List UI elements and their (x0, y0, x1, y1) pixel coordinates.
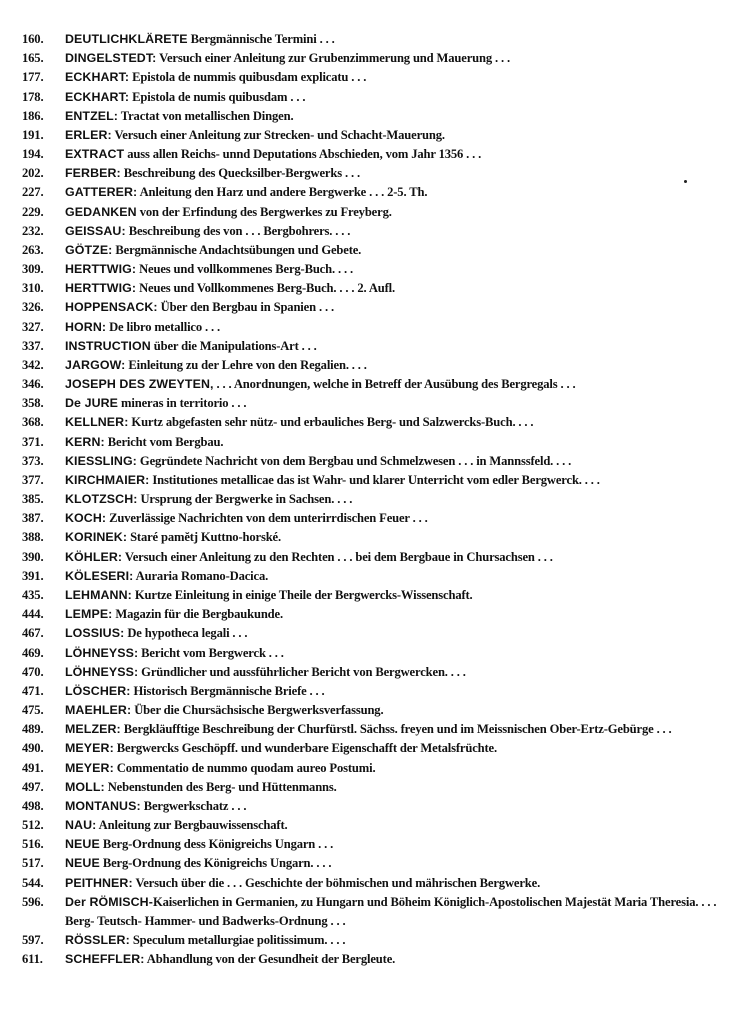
list-item (22, 778, 732, 797)
entry-number: 516. (22, 837, 44, 852)
entry-number: 596. (22, 894, 44, 909)
entry-text (65, 375, 732, 394)
entry-title: Berg-Ordnung des Königreichs Ungarn. . . . (99, 856, 332, 871)
entry-author: ECKHART: (65, 89, 130, 104)
entry-author: KLOTZSCH: (65, 492, 138, 507)
entry-number: 177. (22, 70, 44, 85)
entry-author: GEISSAU: (65, 223, 126, 238)
list-item (22, 318, 732, 337)
entry-text (65, 145, 732, 164)
entry-number: 232. (22, 223, 44, 238)
entry-number: 385. (22, 492, 44, 507)
list-item (22, 241, 732, 260)
entry-text (65, 509, 732, 528)
entry-text (65, 778, 732, 797)
entry-author: De JURE (65, 396, 119, 411)
list-item (22, 797, 732, 816)
entry-title: Versuch über die . . . Geschichte der böhmischen und mährischen Bergwerke. (132, 875, 541, 890)
list-item (22, 375, 732, 394)
list-item (22, 164, 732, 183)
entry-title: Beschreibung des Quecksilber-Bergwerks . . . (120, 166, 360, 181)
entry-author: KIESSLING: (65, 453, 137, 468)
entry-number: 498. (22, 798, 44, 813)
entry-number: 512. (22, 818, 44, 833)
list-item (22, 337, 732, 356)
entry-number: 475. (22, 703, 44, 718)
entry-author: RÖSSLER: (65, 933, 130, 948)
entry-author: KOCH: (65, 511, 107, 526)
list-item (22, 298, 732, 317)
entry-title: . . . Anordnungen, welche in Betreff der Ausübung des Bergregals . . . (213, 377, 576, 392)
entry-number: 377. (22, 472, 44, 487)
speck-mark (684, 180, 687, 183)
entry-text (65, 605, 732, 624)
entry-number: 310. (22, 281, 44, 296)
entry-number: 229. (22, 204, 44, 219)
entry-title: Bergmännische Andachtsübungen und Gebete. (112, 242, 362, 257)
entry-author: HORN: (65, 319, 107, 334)
entry-author: MONTANUS: (65, 798, 141, 813)
entry-number: 490. (22, 741, 44, 756)
entry-text (65, 893, 732, 931)
entry-number: 544. (22, 875, 44, 890)
entry-text (65, 298, 732, 317)
entry-text (65, 759, 732, 778)
entry-title: Versuch einer Anleitung zur Grubenzimmerung und Mauerung . . . (156, 51, 510, 66)
entry-title: Beschreibung des von . . . Bergbohrers. . . . (125, 223, 351, 238)
entry-number: 371. (22, 434, 44, 449)
entry-text (65, 682, 732, 701)
entry-author: FERBER: (65, 166, 121, 181)
entry-text (65, 413, 732, 432)
entry-number: 469. (22, 645, 44, 660)
list-item (22, 222, 732, 241)
entry-author: MEYER: (65, 741, 114, 756)
list-item (22, 548, 732, 567)
list-item (22, 433, 732, 452)
entry-text (65, 548, 732, 567)
entry-title: Neues und Vollkommenes Berg-Buch. . . . 2. Aufl. (136, 281, 396, 296)
list-item (22, 816, 732, 835)
entry-number: 346. (22, 377, 44, 392)
entry-author: MOLL: (65, 779, 105, 794)
entry-number: 471. (22, 683, 44, 698)
entry-number: 191. (22, 127, 44, 142)
list-item (22, 279, 732, 298)
entry-text (65, 835, 732, 854)
entry-author: ERLER: (65, 127, 112, 142)
entry-author: KELLNER: (65, 415, 129, 430)
entry-title: Tractat von metallischen Dingen. (118, 108, 294, 123)
entry-author: LEHMANN: (65, 587, 132, 602)
entry-number: 178. (22, 89, 44, 104)
entry-title: Historisch Bergmännische Briefe . . . (130, 683, 325, 698)
entry-text (65, 950, 732, 969)
list-item (22, 471, 732, 490)
entry-text (65, 433, 732, 452)
entry-title: Ursprung der Bergwerke in Sachsen. . . . (137, 492, 353, 507)
entry-author: ECKHART: (65, 70, 130, 85)
entry-text (65, 107, 732, 126)
entry-title: Bergkläufftige Beschreibung der Churfürstl. Sächss. freyen und im Meissnischen Ober-Ertz-Gebürge . . . (120, 722, 672, 737)
entry-author: LÖSCHER: (65, 683, 131, 698)
entry-number: 309. (22, 262, 44, 277)
entry-text (65, 30, 732, 49)
list-item (22, 203, 732, 222)
entry-title: Neues und vollkommenes Berg-Buch. . . . (136, 262, 353, 277)
entry-author: NEUE (65, 837, 100, 852)
entry-title: Über den Bergbau in Spanien . . . (157, 300, 334, 315)
entry-title: Zuverlässige Nachrichten von dem unterirrdischen Feuer . . . (106, 511, 428, 526)
entry-author: GÖTZE: (65, 242, 113, 257)
entry-title: Bergwercks Geschöpff. und wunderbare Eigenschafft der Metalsfrüchte. (113, 741, 497, 756)
entry-number: 194. (22, 147, 44, 162)
entry-number: 467. (22, 626, 44, 641)
list-item (22, 88, 732, 107)
entry-title: Epistola de numis quibusdam . . . (129, 89, 306, 104)
entry-text (65, 394, 732, 413)
entry-title: Bergwerkschatz . . . (140, 798, 247, 813)
list-item (22, 854, 732, 873)
list-item (22, 490, 732, 509)
entry-number: 470. (22, 664, 44, 679)
list-item (22, 528, 732, 547)
entry-title: Commentatio de nummo quodam aureo Postumi. (113, 760, 376, 775)
entry-title: Auraria Romano-Dacica. (133, 568, 269, 583)
list-item (22, 644, 732, 663)
entry-author: KÖLESERI: (65, 568, 134, 583)
entry-number: 390. (22, 549, 44, 564)
entry-number: 597. (22, 933, 44, 948)
list-item (22, 413, 732, 432)
entry-author: GATTERER: (65, 185, 138, 200)
entry-text (65, 337, 732, 356)
list-item (22, 739, 732, 758)
entry-title: Anleitung zur Bergbauwissenschaft. (96, 818, 288, 833)
entry-author: KIRCHMAIER: (65, 472, 150, 487)
entry-author: ENTZEL: (65, 108, 119, 123)
entry-text (65, 318, 732, 337)
list-item (22, 701, 732, 720)
entry-title: Gründlicher und aussführlicher Bericht von Bergwercken. . . . (138, 664, 466, 679)
entry-author: JOSEPH DES ZWEYTEN, (65, 377, 214, 392)
entry-number: 202. (22, 166, 44, 181)
entry-text (65, 816, 732, 835)
entry-number: 388. (22, 530, 44, 545)
entry-author: GEDANKEN (65, 204, 137, 219)
entry-title: De libro metallico . . . (106, 319, 220, 334)
entry-title: Kurtze Einleitung in einige Theile der Bergwercks-Wissenschaft. (131, 587, 473, 602)
list-item (22, 452, 732, 471)
entry-author: LÖHNEYSS: (65, 664, 139, 679)
entry-number: 326. (22, 300, 44, 315)
entry-number: 517. (22, 856, 44, 871)
entry-title: Bergmännische Termini . . . (187, 32, 335, 46)
entry-number: 387. (22, 511, 44, 526)
entry-title: De hypotheca legali . . . (124, 626, 248, 641)
entry-number: 444. (22, 607, 44, 622)
list-item (22, 874, 732, 893)
list-item (22, 49, 732, 68)
entry-text (65, 797, 732, 816)
entry-number: 165. (22, 51, 44, 66)
entry-author: HERTTWIG: (65, 281, 137, 296)
entry-text (65, 586, 732, 605)
entry-title: Kaiserlichen in Germanien, zu Hungarn und Böheim Königlich-Apostolischen Majestät Maria Theresia. . . . Berg- Teutsch- Hammer- und Badwerks-Ordnung . . . (65, 894, 720, 928)
list-item (22, 68, 732, 87)
list-item (22, 107, 732, 126)
entry-author: DEUTLICHKLÄRETE (65, 32, 188, 46)
entry-title: Abhandlung von der Gesundheit der Bergleute. (144, 952, 396, 967)
entry-text (65, 471, 732, 490)
list-item (22, 759, 732, 778)
entry-number: 186. (22, 108, 44, 123)
list-item (22, 931, 732, 950)
entry-author: JARGOW: (65, 357, 126, 372)
entry-number: 368. (22, 415, 44, 430)
list-item (22, 586, 732, 605)
entry-text (65, 260, 732, 279)
list-item (22, 183, 732, 202)
entry-number: 497. (22, 779, 44, 794)
entry-title: Staré pamĕtj Kuttno-horské. (127, 530, 281, 545)
entry-author: KÖHLER: (65, 549, 123, 564)
entry-number: 263. (22, 242, 44, 257)
entry-text (65, 528, 732, 547)
entry-title: Versuch einer Anleitung zur Strecken- und Schacht-Mauerung. (111, 127, 445, 142)
entry-author: INSTRUCTION (65, 338, 151, 353)
list-item (22, 356, 732, 375)
entry-number: 227. (22, 185, 44, 200)
entry-number: 435. (22, 587, 44, 602)
entry-author: LÖHNEYSS: (65, 645, 139, 660)
entry-number: 327. (22, 319, 44, 334)
list-item (22, 893, 732, 931)
list-item (22, 835, 732, 854)
entry-author: HOPPENSACK: (65, 300, 158, 315)
entry-text (65, 701, 732, 720)
entry-author: KORINEK: (65, 530, 128, 545)
entry-number: 391. (22, 568, 44, 583)
entry-title: Kurtz abgefasten sehr nütz- und erbauliches Berg- und Salzwercks-Buch. . . . (128, 415, 534, 430)
entry-author: NAU: (65, 818, 97, 833)
entry-title: Magazin für die Bergbaukunde. (112, 607, 283, 622)
entry-text (65, 490, 732, 509)
entry-text (65, 126, 732, 145)
entry-text (65, 644, 732, 663)
entry-text (65, 279, 732, 298)
entry-title: Epistola de nummis quibusdam explicatu . . . (129, 70, 367, 85)
list-item (22, 567, 732, 586)
entry-number: 491. (22, 760, 44, 775)
entry-author: MAEHLER: (65, 703, 132, 718)
entry-title: Bericht vom Bergbau. (104, 434, 224, 449)
entry-author: LEMPE: (65, 607, 113, 622)
entry-text (65, 222, 732, 241)
entry-text (65, 203, 732, 222)
entry-title: Bericht vom Bergwerck . . . (138, 645, 284, 660)
list-item (22, 394, 732, 413)
entry-author: EXTRACT (65, 147, 125, 162)
entry-number: 337. (22, 338, 44, 353)
entry-number: 342. (22, 357, 44, 372)
entry-number: 611. (22, 952, 43, 967)
entry-text (65, 68, 732, 87)
entry-title: Gegründete Nachricht von dem Bergbau und Schmelzwesen . . . in Mannssfeld. . . . (136, 453, 572, 468)
list-item (22, 145, 732, 164)
entry-title: auss allen Reichs- unnd Deputations Abschieden, vom Jahr 1356 . . . (124, 147, 482, 162)
entry-text (65, 931, 732, 950)
entry-text (65, 183, 732, 202)
entry-author: PEITHNER: (65, 875, 133, 890)
entry-text (65, 663, 732, 682)
list-item (22, 509, 732, 528)
entry-number: 358. (22, 396, 44, 411)
entry-author: SCHEFFLER: (65, 952, 145, 967)
entry-text (65, 720, 732, 739)
entry-author: LOSSIUS: (65, 626, 125, 641)
entry-text (65, 88, 732, 107)
entry-text (65, 624, 732, 643)
entry-text (65, 567, 732, 586)
entry-author: MEYER: (65, 760, 114, 775)
entry-text (65, 452, 732, 471)
entry-text (65, 739, 732, 758)
list-item (22, 30, 732, 49)
entry-text (65, 356, 732, 375)
list-item (22, 605, 732, 624)
entry-number: 489. (22, 722, 44, 737)
list-item (22, 260, 732, 279)
entry-title: Berg-Ordnung dess Königreichs Ungarn . . . (99, 837, 334, 852)
list-item (22, 126, 732, 145)
entry-number: 373. (22, 453, 44, 468)
entry-author: HERTTWIG: (65, 262, 137, 277)
entry-title: über die Manipulations-Art . . . (150, 338, 317, 353)
entry-author: Der RÖMISCH- (65, 894, 153, 909)
entry-author: MELZER: (65, 722, 121, 737)
entry-title: Versuch einer Anleitung zu den Rechten . . . bei dem Bergbaue in Chursachsen . . . (122, 549, 553, 564)
entry-title: Nebenstunden des Berg- und Hüttenmanns. (104, 779, 337, 794)
entry-title: Speculum metallurgiae politissimum. . . . (129, 933, 346, 948)
entry-text (65, 241, 732, 260)
entry-title: Über die Chursächsische Bergwerksverfassung. (131, 703, 384, 718)
entry-title: Einleitung zu der Lehre von den Regalien. . . . (125, 357, 367, 372)
entry-author: DINGELSTEDT: (65, 51, 157, 66)
list-item (22, 624, 732, 643)
entry-title: Anleitung den Harz und andere Bergwerke . . . 2-5. Th. (137, 185, 428, 200)
entry-text (65, 854, 732, 873)
entry-author: KERN: (65, 434, 105, 449)
entry-text (65, 164, 732, 183)
entry-text (65, 49, 732, 68)
entry-title: Institutiones metallicae das ist Wahr- und klarer Unterricht vom edler Bergwerck. . . . (149, 472, 600, 487)
list-item (22, 950, 732, 969)
list-item (22, 682, 732, 701)
bibliography-list (22, 30, 732, 969)
entry-author: NEUE (65, 856, 100, 871)
list-item (22, 720, 732, 739)
entry-number: 160. (22, 32, 44, 46)
list-item (22, 663, 732, 682)
entry-text (65, 874, 732, 893)
entry-title: von der Erfindung des Bergwerkes zu Freyberg. (136, 204, 392, 219)
entry-title: mineras in territorio . . . (118, 396, 247, 411)
